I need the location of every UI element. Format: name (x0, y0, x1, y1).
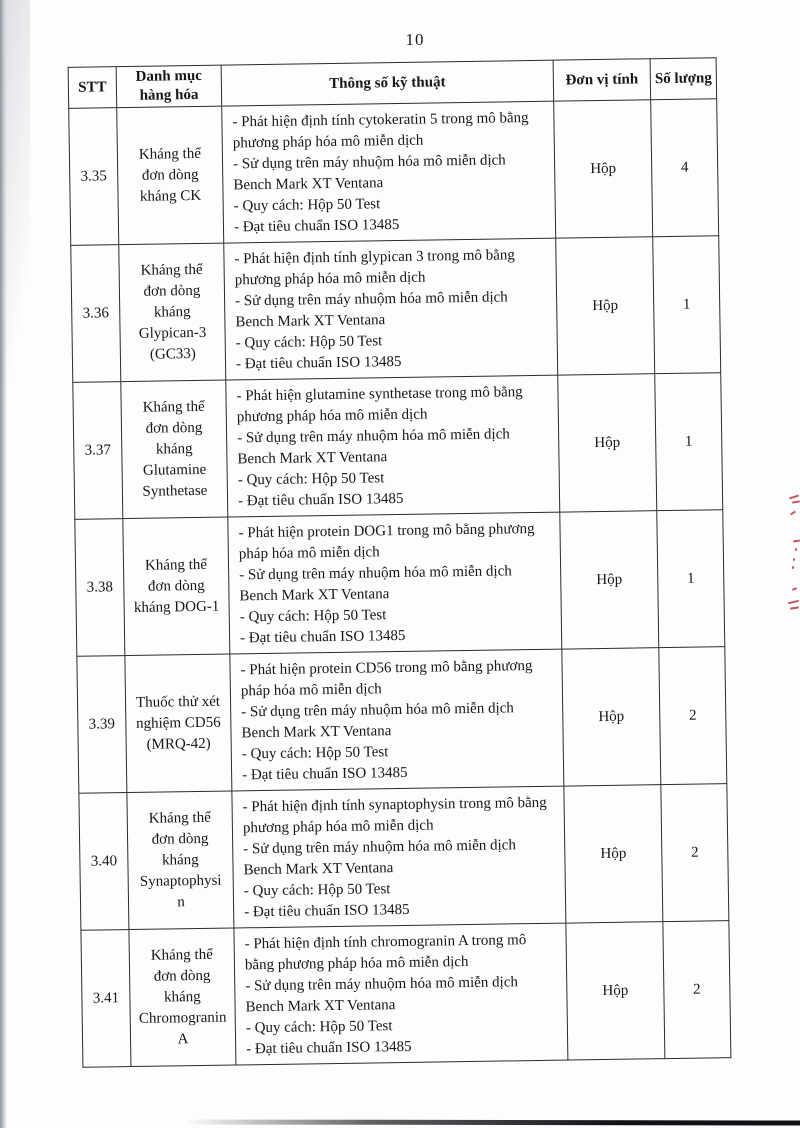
spec-line: - Quy cách: Hộp 50 Test (235, 333, 383, 352)
spec-line: - Quy cách: Hộp 50 Test (241, 744, 389, 763)
spec-line: - Sử dụng trên máy nhuộm hóa mô miễn dịch Bench Mark XT Ventana (232, 152, 506, 194)
unit-cell: Hộp (558, 374, 657, 512)
specs-cell (230, 649, 564, 791)
table-row (81, 921, 731, 1068)
column-header-quantity: Số lượng (650, 58, 717, 100)
spec-line: - Quy cách: Hộp 50 Test (245, 1018, 393, 1037)
quantity-cell: 4 (651, 99, 719, 237)
spec-line: - Quy cách: Hộp 50 Test (237, 470, 385, 489)
red-mark (795, 548, 797, 551)
scan-edge-left (0, 0, 7, 1128)
table-row (73, 373, 723, 520)
spec-line: - Đạt tiêu chuẩn ISO 13485 (239, 627, 406, 647)
spec-line: - Phát hiện định tính glypican 3 trong mô bằng phương pháp hóa mô miễn dịch (234, 247, 515, 289)
category-cell: Kháng thể đơn dòng kháng Glypican-3 (GC33) (119, 243, 226, 382)
spec-line: - Sử dụng trên máy nhuộm hóa mô miễn dịch Bench Mark XT Ventana (245, 974, 519, 1016)
scan-edge-bottom (185, 1119, 800, 1125)
quantity-cell: 1 (653, 236, 721, 374)
spec-line: - Phát hiện định tính chromogranin A trong mô bằng phương pháp hóa mô miễn dịch (244, 932, 527, 974)
unit-cell: Hộp (566, 922, 665, 1060)
column-header-stt: STT (68, 67, 117, 109)
stt-cell: 3.36 (71, 245, 121, 383)
unit-cell: Hộp (554, 100, 653, 238)
specs-cell (226, 375, 560, 517)
category-cell: Kháng thể đơn dòng kháng Chromogranin A (129, 928, 236, 1067)
specs-cell (224, 238, 558, 380)
specs-cell (232, 786, 566, 928)
spec-line: - Sử dụng trên máy nhuộm hóa mô miễn dịch Bench Mark XT Ventana (239, 563, 512, 605)
unit-cell: Hộp (556, 237, 655, 375)
stt-cell: 3.39 (77, 656, 127, 794)
spec-line: - Phát hiện định tính synaptophysin trong mô bằng phương pháp hóa mô miễn dịch (242, 794, 547, 837)
spec-line: - Phát hiện glutamine synthetase trong mô bằng phương pháp hóa mô miễn dịch (236, 384, 523, 426)
quantity-cell: 2 (661, 784, 729, 922)
stt-cell: 3.38 (75, 519, 125, 657)
spec-line: - Phát hiện protein DOG1 trong mô bằng phương pháp hóa mô miễn dịch (238, 520, 535, 563)
stt-cell: 3.40 (79, 793, 129, 931)
table-row (77, 647, 727, 794)
quantity-cell: 1 (655, 373, 723, 511)
table-row (79, 784, 729, 931)
quantity-cell: 2 (663, 921, 731, 1059)
table-row (69, 99, 719, 246)
category-cell: Thuốc thử xét nghiệm CD56 (MRQ-42) (125, 654, 232, 793)
spec-line: - Sử dụng trên máy nhuộm hóa mô miễn dịch Bench Mark XT Ventana (241, 700, 514, 742)
stt-cell: 3.41 (81, 930, 131, 1068)
spec-line: - Đạt tiêu chuẩn ISO 13485 (237, 490, 404, 510)
red-mark (792, 566, 794, 569)
spec-line: - Sử dụng trên máy nhuộm hóa mô miễn dịch Bench Mark XT Ventana (243, 837, 517, 879)
spec-line: - Sử dụng trên máy nhuộm hóa mô miễn dịch Bench Mark XT Ventana (237, 426, 510, 468)
red-mark (793, 540, 800, 543)
category-cell: Kháng thể đơn dòng kháng Synaptophysin (127, 791, 234, 930)
red-mark (792, 500, 800, 503)
red-mark (788, 600, 799, 605)
unit-cell: Hộp (562, 648, 661, 786)
category-cell: Kháng thể đơn dòng kháng CK (117, 106, 224, 245)
quantity-cell: 1 (657, 510, 725, 648)
specs-cell (228, 512, 562, 654)
red-mark (790, 606, 799, 609)
red-mark (789, 495, 799, 500)
spec-line: - Quy cách: Hộp 50 Test (233, 196, 381, 215)
column-header-unit: Đơn vị tính (553, 59, 651, 101)
unit-cell: Hộp (564, 785, 663, 923)
spec-line: - Sử dụng trên máy nhuộm hóa mô miễn dịch Bench Mark XT Ventana (234, 289, 508, 331)
stt-cell: 3.35 (69, 108, 119, 246)
specs-cell (222, 101, 556, 243)
stt-cell: 3.37 (73, 382, 123, 520)
spec-line: - Phát hiện định tính cytokeratin 5 trong mô bằng phương pháp hóa mô miễn dịch (232, 110, 529, 152)
page-number: 10 (405, 30, 425, 49)
red-mark (790, 511, 796, 516)
spec-line: - Đạt tiêu chuẩn ISO 13485 (242, 764, 408, 784)
spec-line: - Đạt tiêu chuẩn ISO 13485 (235, 353, 402, 373)
spec-line: - Quy cách: Hộp 50 Test (243, 881, 391, 900)
spec-line: - Đạt tiêu chuẩn ISO 13485 (233, 216, 400, 236)
unit-cell: Hộp (560, 511, 659, 649)
spec-line: - Phát hiện protein CD56 trong mô bằng phương pháp hóa mô miễn dịch (240, 658, 533, 700)
column-header-category: Danh mục hàng hóa (116, 65, 222, 108)
spec-line: - Đạt tiêu chuẩn ISO 13485 (244, 901, 410, 921)
spec-line: - Đạt tiêu chuẩn ISO 13485 (246, 1038, 412, 1058)
category-cell: Kháng thể đơn dòng kháng DOG-1 (123, 517, 230, 656)
column-header-specs: Thông số kỹ thuật (221, 60, 554, 106)
table-row (71, 236, 721, 383)
red-mark (792, 587, 797, 591)
spec-line: - Quy cách: Hộp 50 Test (239, 607, 387, 626)
items-table (68, 57, 732, 1068)
table-row (75, 510, 725, 657)
red-mark (793, 558, 795, 561)
specs-cell (234, 923, 568, 1065)
category-cell: Kháng thể đơn dòng kháng Glutamine Synthetase (121, 380, 228, 519)
quantity-cell: 2 (659, 647, 727, 785)
